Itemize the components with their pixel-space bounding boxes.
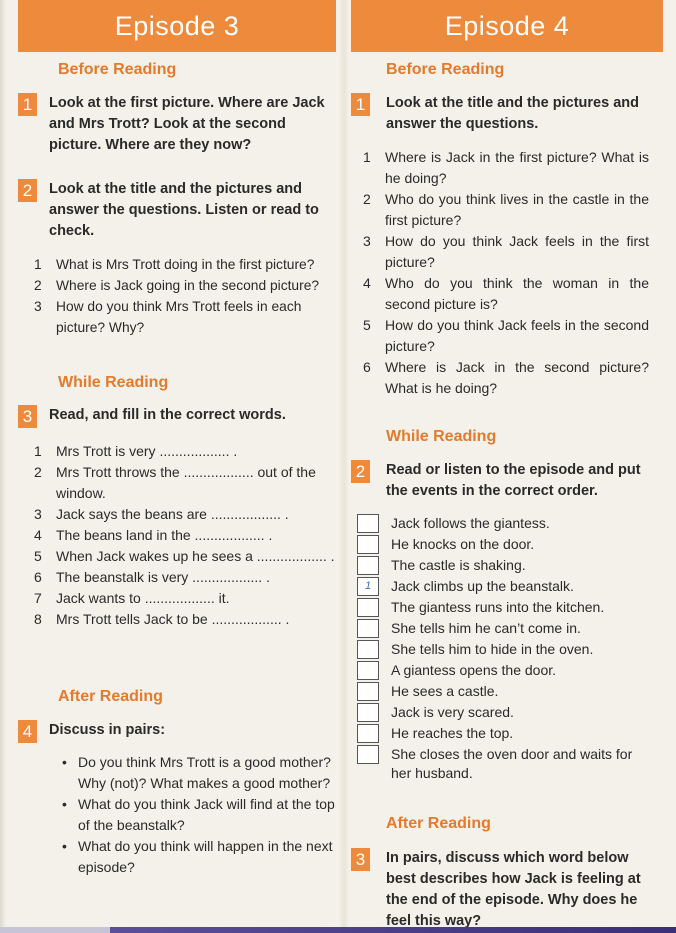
episode-3-task-2-questions — [34, 254, 336, 338]
task-3-instruction: In pairs, discuss which word below best describes how Jack is feeling at the end of the episode. Why does he feel this way? — [386, 850, 641, 927]
after-reading-heading: After Reading — [386, 815, 491, 832]
question-item: 1 What is Mrs Trott doing in the first picture? — [34, 257, 315, 272]
episode-4-event-order-list — [357, 514, 651, 785]
event-item: He knocks on the door. — [357, 535, 651, 556]
fill-in-item: 6 The beanstalk is very .................. . — [34, 569, 270, 585]
page-gutter — [339, 0, 349, 933]
episode-3-task-3 — [18, 405, 336, 428]
episode-4-column — [351, 0, 663, 927]
question-item: 4 Who do you think the woman in the second picture is? — [363, 275, 649, 312]
after-reading-heading: After Reading — [58, 688, 163, 705]
event-item: She tells him to hide in the oven. — [357, 640, 651, 661]
task-2-instruction: Read or listen to the episode and put the events in the correct order. — [386, 462, 641, 499]
task-4-instruction: Discuss in pairs: — [49, 722, 166, 738]
event-item: She tells him he can’t come in. — [357, 619, 651, 640]
event-item: He sees a castle. — [357, 682, 651, 703]
episode-3-discussion-bullets — [62, 752, 336, 878]
question-item: 5 How do you think Jack feels in the second picture? — [363, 317, 649, 354]
while-reading-heading: While Reading — [386, 428, 497, 445]
fill-in-item: 2 Mrs Trott throws the .................. out of the window. — [34, 464, 316, 501]
task-number-badge: 3 — [18, 405, 37, 428]
order-box[interactable] — [357, 682, 379, 701]
order-box[interactable] — [357, 724, 379, 743]
event-item: The castle is shaking. — [357, 556, 651, 577]
task-number-badge: 4 — [18, 720, 37, 743]
event-item: The giantess runs into the kitchen. — [357, 598, 651, 619]
task-2-instruction: Look at the title and the pictures and answer the questions. Listen or read to check. — [49, 181, 319, 239]
bullet-item: • What do you think will happen in the next episode? — [62, 838, 333, 875]
fill-in-item: 3 Jack says the beans are .................. . — [34, 506, 289, 522]
fill-in-item: 1 Mrs Trott is very .................. . — [34, 443, 238, 459]
order-box[interactable] — [357, 661, 379, 680]
event-item: Jack is very scared. — [357, 703, 651, 724]
order-box[interactable] — [357, 703, 379, 722]
task-number-badge: 1 — [351, 93, 370, 116]
question-item: 1 Where is Jack in the first picture? What is he doing? — [363, 149, 649, 186]
order-box[interactable] — [357, 556, 379, 575]
episode-4-task-1-questions — [363, 147, 649, 399]
event-item: He reaches the top. — [357, 724, 651, 745]
task-number-badge: 1 — [18, 93, 37, 116]
order-box[interactable] — [357, 514, 379, 533]
event-item: She closes the oven door and waits for her husband. — [357, 745, 651, 785]
while-reading-heading: While Reading — [58, 374, 169, 391]
before-reading-heading: Before Reading — [386, 61, 505, 78]
event-item: 1 Jack climbs up the beanstalk. — [357, 577, 651, 598]
question-item: 3 How do you think Mrs Trott feels in each picture? Why? — [34, 299, 302, 335]
episode-4-task-1 — [351, 93, 651, 135]
bullet-item: • What do you think Jack will find at the top of the beanstalk? — [62, 796, 335, 833]
event-item: A giantess opens the door. — [357, 661, 651, 682]
task-number-badge: 2 — [18, 179, 37, 202]
episode-3-title: Episode 3 — [18, 0, 336, 52]
fill-in-item: 5 When Jack wakes up he sees a .................. . — [34, 548, 335, 564]
order-box[interactable] — [357, 535, 379, 554]
order-box[interactable] — [357, 640, 379, 659]
episode-3-task-4 — [18, 720, 336, 743]
question-item: 6 Where is Jack in the second picture? What is he doing? — [363, 359, 649, 396]
episode-4-task-2 — [351, 460, 651, 502]
order-box[interactable] — [357, 745, 379, 764]
fill-in-item: 4 The beans land in the .................. . — [34, 527, 273, 543]
order-box[interactable] — [357, 598, 379, 617]
task-3-instruction: Read, and fill in the correct words. — [49, 407, 286, 423]
question-item: 2 Where is Jack going in the second picture? — [34, 278, 320, 293]
fill-in-item: 8 Mrs Trott tells Jack to be .................. . — [34, 611, 290, 627]
episode-3-task-2 — [18, 179, 336, 242]
episode-4-title: Episode 4 — [351, 0, 663, 52]
episode-3-column — [18, 0, 336, 875]
episode-3-task-1 — [18, 93, 336, 156]
task-number-badge: 3 — [351, 848, 370, 871]
bullet-item: • Do you think Mrs Trott is a good mother? Why (not)? What makes a good mother? — [62, 754, 331, 791]
fill-in-item: 7 Jack wants to .................. it. — [34, 590, 230, 606]
episode-4-task-3 — [351, 848, 655, 927]
page-edge-shadow — [0, 0, 6, 933]
episode-3-fill-in-items — [34, 441, 336, 630]
question-item: 2 Who do you think lives in the castle in the first picture? — [363, 191, 649, 228]
before-reading-heading: Before Reading — [58, 61, 177, 78]
task-number-badge: 2 — [351, 460, 370, 483]
event-item: Jack follows the giantess. — [357, 514, 651, 535]
order-box[interactable]: 1 — [357, 577, 379, 596]
question-item: 3 How do you think Jack feels in the first picture? — [363, 233, 649, 270]
bottom-taskbar-strip — [0, 927, 676, 933]
order-box[interactable] — [357, 619, 379, 638]
task-1-instruction: Look at the title and the pictures and answer the questions. — [386, 95, 639, 132]
task-1-instruction: Look at the first picture. Where are Jack and Mrs Trott? Look at the second picture. Where are they now? — [49, 95, 325, 153]
